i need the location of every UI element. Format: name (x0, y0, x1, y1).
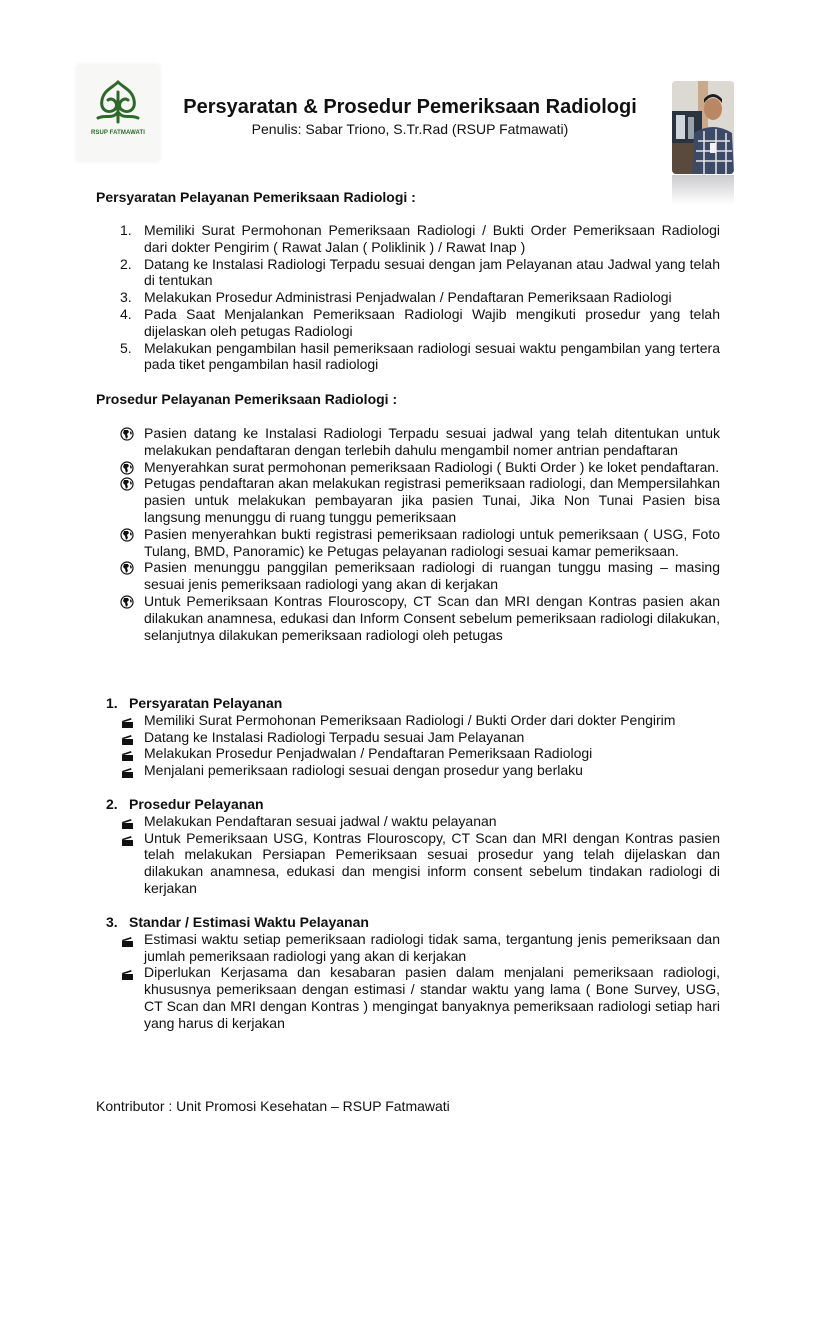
procedure-heading: Prosedur Pelayanan Pemeriksaan Radiologi : (96, 391, 398, 407)
summary-number: 3. (106, 914, 118, 930)
list-item (96, 745, 720, 762)
summary-heading (96, 695, 720, 712)
item-text: Memiliki Surat Permohonan Pemeriksaan Radiologi / Bukti Order Pemeriksaan Radiologi dari dokter Pengirim ( Rawat Jalan ( Poliklinik ) / Rawat Inap ) (144, 222, 720, 255)
item-number: 3. (120, 289, 132, 306)
list-item (96, 340, 720, 374)
item-text: Melakukan Prosedur Penjadwalan / Pendaftaran Pemeriksaan Radiologi (144, 745, 593, 762)
summary-standard-time (96, 914, 720, 1032)
clapperboard-bullet-icon (122, 934, 133, 951)
summary-title: Standar / Estimasi Waktu Pelayanan (129, 914, 369, 930)
item-text: Pasien datang ke Instalasi Radiologi Terpadu sesuai jadwal yang telah ditentukan untuk melakukan pendaftaran dengan terlebih dahulu mengambil nomer antrian pendaftaran (144, 425, 720, 458)
item-text: Diperlukan Kerjasama dan kesabaran pasien dalam menjalani pemeriksaan radiologi, khususnya pemeriksaan dengan estimasi / standar waktu yang lama ( Bone Survey, USG, CT Scan dan MRI dengan Kontras ) mengingat banyaknya pemeriksaan radiologi setiap hari yang harus di kerjakan (144, 964, 720, 1031)
item-text: Untuk Pemeriksaan Kontras Flouroscopy, CT Scan dan MRI dengan Kontras pasien akan dilakukan anamnesa, edukasi dan Inform Consent sebelum pemeriksaan radiologi dilakukan, selanjutnya dilakukan pemeriksaan radiologi oleh petugas (144, 592, 720, 643)
item-number: 4. (120, 305, 132, 322)
procedure-list (96, 425, 720, 643)
item-text: Datang ke Instalasi Radiologi Terpadu sesuai dengan jam Pelayanan atau Jadwal yang telah di tentukan (144, 255, 720, 289)
contributor-line: Kontributor : Unit Promosi Kesehatan – RSUP Fatmawati (96, 1098, 450, 1114)
item-text: Memiliki Surat Permohonan Pemeriksaan Radiologi / Bukti Order dari dokter Pengirim (144, 711, 676, 728)
item-text: Untuk Pemeriksaan USG, Kontras Flouroscopy, CT Scan dan MRI dengan Kontras pasien telah melakukan Persiapan Pemeriksaan sesuai prosedur yang telah dijelaskan dan dilakukan anamnesa, edukasi dan mengisi inform consent sebelum tindakan radiologi di kerjakan (144, 829, 720, 896)
item-text: Pasien menunggu panggilan pemeriksaan radiologi di ruangan tunggu masing – masing sesuai jenis pemeriksaan radiologi yang akan di kerjakan (144, 559, 720, 593)
globe-bullet-icon (120, 595, 134, 613)
item-number: 5. (120, 339, 132, 356)
globe-bullet-icon (120, 427, 134, 445)
globe-bullet-icon (120, 477, 134, 495)
requirements-list (96, 222, 720, 373)
summary-heading (96, 796, 720, 813)
list-item (96, 931, 720, 965)
author-photo (672, 81, 734, 174)
summary-requirements (96, 695, 720, 779)
list-item (96, 222, 720, 256)
globe-bullet-icon (120, 528, 134, 546)
list-item (96, 964, 720, 1031)
clapperboard-bullet-icon (122, 967, 133, 984)
requirements-heading: Persyaratan Pelayanan Pemeriksaan Radiologi : (96, 189, 416, 205)
summary-procedure (96, 796, 720, 897)
summary-heading (96, 914, 720, 931)
item-text: Melakukan Pendaftaran sesuai jadwal / waktu pelayanan (144, 812, 497, 829)
author-line: Penulis: Sabar Triono, S.Tr.Rad (RSUP Fatmawati) (251, 121, 569, 137)
list-item (96, 712, 720, 729)
list-item (96, 762, 720, 779)
item-text: Pada Saat Menjalankan Pemeriksaan Radiologi Wajib mengikuti prosedur yang telah dijelaskan oleh petugas Radiologi (144, 305, 720, 339)
item-text: Datang ke Instalasi Radiologi Terpadu sesuai Jam Pelayanan (144, 728, 525, 745)
item-text: Estimasi waktu setiap pemeriksaan radiologi tidak sama, tergantung jenis pemeriksaan dan jumlah pemeriksaan radiologi yang akan di kerjakan (144, 930, 720, 964)
globe-bullet-icon (120, 561, 134, 579)
item-number: 1. (120, 222, 132, 238)
item-text: Petugas pendaftaran akan melakukan registrasi pemeriksaan radiologi, dan Mempersilahkan pasien untuk melakukan pembayaran jika pasien Tunai, Jika Non Tunai Pasien bisa langsung menunggu di ruang tunggu pemeriksaan (144, 475, 720, 525)
summary-title: Prosedur Pelayanan (129, 796, 264, 812)
item-text: Menyerahkan surat permohonan pemeriksaan Radiologi ( Bukti Order ) ke loket pendaftaran. (144, 458, 720, 475)
item-text: Melakukan pengambilan hasil pemeriksaan radiologi sesuai waktu pengambilan yang tertera pada tiket pengambilan hasil radiologi (144, 339, 720, 373)
summary-title: Persyaratan Pelayanan (129, 695, 283, 711)
author-photo-image (672, 81, 734, 174)
page-title: Persyaratan & Prosedur Pemeriksaan Radiologi (183, 96, 637, 118)
list-item (96, 593, 720, 643)
item-text: Pasien menyerahkan bukti registrasi pemeriksaan radiologi untuk pemeriksaan ( USG, Foto Tulang, BMD, Panoramic) ke Petugas pelayanan radiologi sesuai kamar pemeriksaan. (144, 525, 720, 559)
summary-number: 1. (106, 695, 118, 711)
list-item (96, 306, 720, 340)
item-text: Menjalani pemeriksaan radiologi sesuai dengan prosedur yang berlaku (144, 762, 583, 779)
hospital-logo (76, 64, 160, 162)
list-item (96, 256, 720, 290)
list-item (96, 459, 720, 476)
list-item (96, 729, 720, 746)
list-item (96, 475, 720, 525)
item-number: 2. (120, 255, 132, 272)
list-item (96, 813, 720, 830)
logo-emblem-icon (92, 78, 144, 128)
list-item (96, 526, 720, 560)
list-item (96, 425, 720, 459)
summary-number: 2. (106, 796, 118, 812)
list-item (96, 830, 720, 897)
item-text: Melakukan Prosedur Administrasi Penjadwalan / Pendaftaran Pemeriksaan Radiologi (144, 289, 672, 306)
list-item (96, 559, 720, 593)
clapperboard-bullet-icon (122, 765, 133, 782)
list-item (96, 289, 720, 306)
clapperboard-bullet-icon (122, 833, 133, 850)
photo-reflection (672, 175, 734, 205)
logo-label: RSUP FATMAWATI (90, 130, 146, 136)
